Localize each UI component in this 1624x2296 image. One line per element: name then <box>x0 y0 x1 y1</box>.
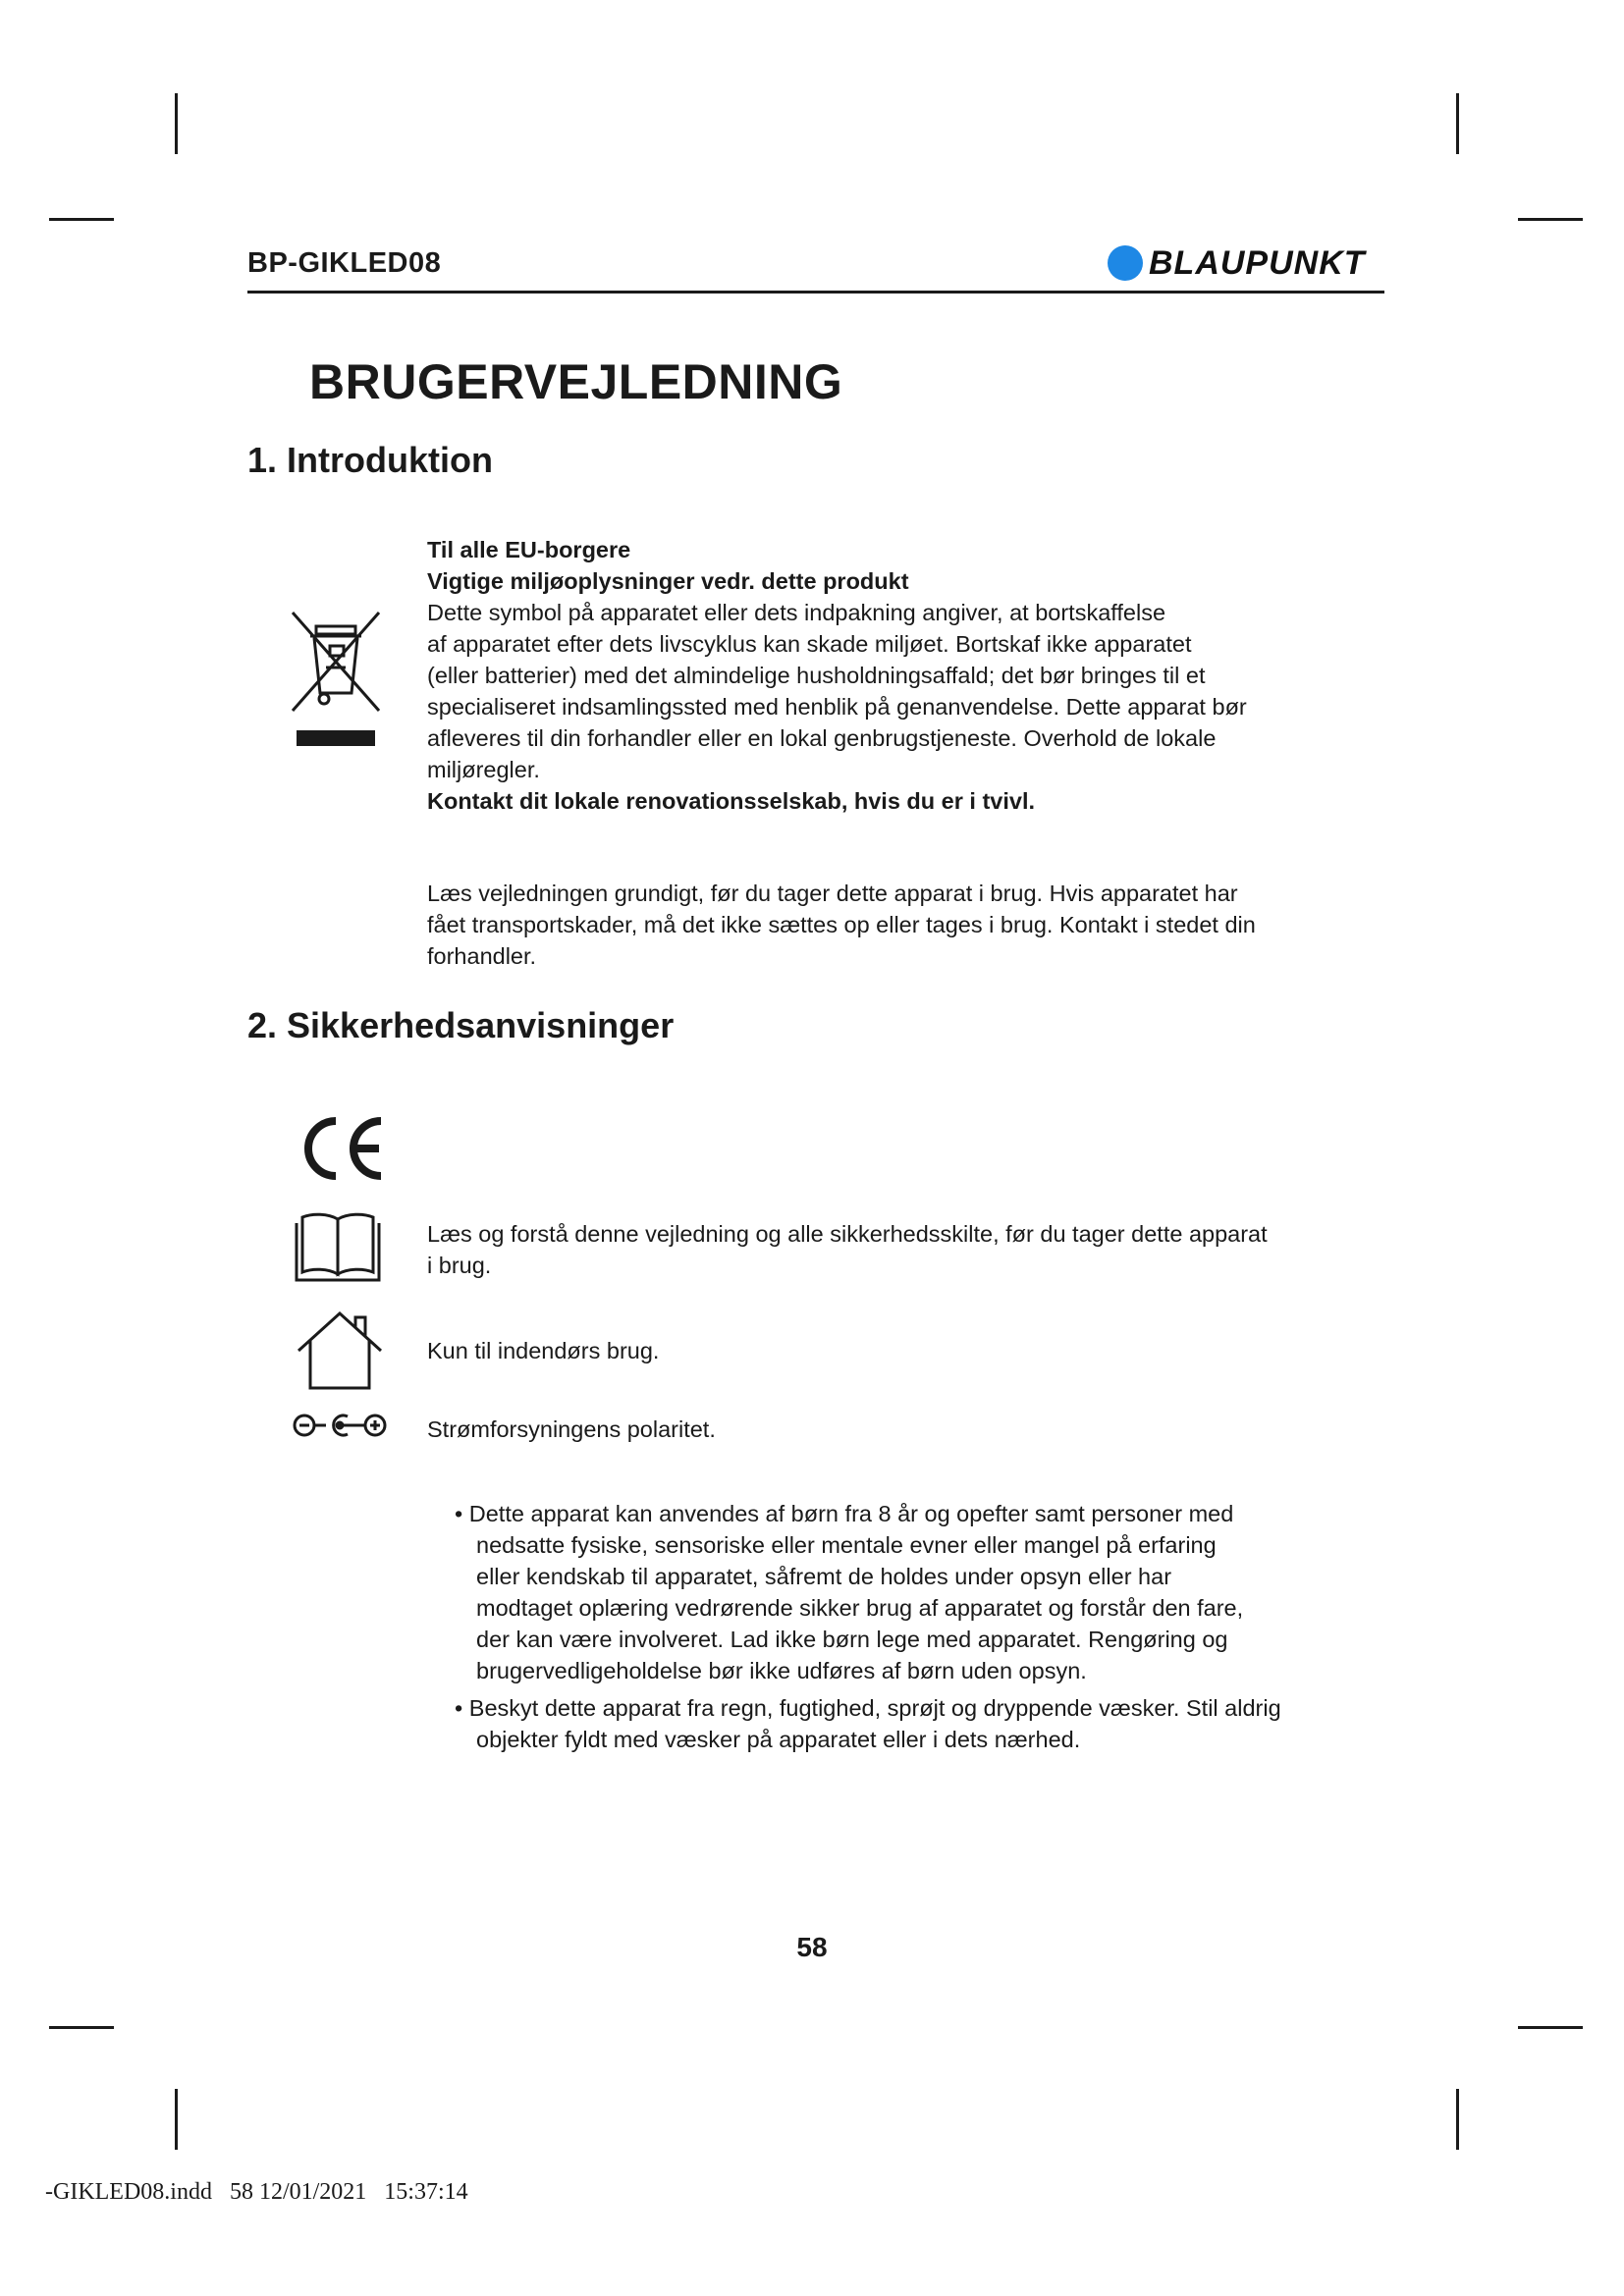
eu-line: Dette symbol på apparatet eller dets indpakning angiver, at bortskaffelse <box>427 600 1166 625</box>
bullet-line: brugervedligeholdelse bør ikke udføres af børn uden opsyn. <box>476 1658 1087 1683</box>
crop-mark <box>1518 218 1583 221</box>
crop-mark <box>1518 2026 1583 2029</box>
eu-line: af apparatet efter dets livscyklus kan skade miljøet. Bortskaf ikke apparatet <box>427 631 1192 657</box>
eu-contact: Kontakt dit lokale renovationsselskab, hvis du er i tvivl. <box>427 788 1036 814</box>
bullet-line: Dette apparat kan anvendes af børn fra 8 år og opefter samt personer med <box>468 1501 1234 1526</box>
indoor-house-icon <box>295 1309 385 1392</box>
indoor-use-text: Kun til indendørs brug. <box>427 1338 660 1363</box>
bullet-line: eller kendskab til apparatet, såfremt de holdes under opsyn eller har <box>476 1564 1172 1589</box>
eu-line: miljøregler. <box>427 757 540 782</box>
list-item <box>437 1692 1321 1755</box>
read-line: fået transportskader, må det ikke sættes op eller tages i brug. Kontakt i stedet din <box>427 912 1256 937</box>
header-divider <box>247 291 1384 294</box>
manual-line: Læs og forstå denne vejledning og alle sikkerhedsskilte, før du tager dette apparat <box>427 1221 1268 1247</box>
eu-heading: Til alle EU-borgere <box>427 537 631 562</box>
crop-mark <box>175 93 178 154</box>
document-title: BRUGERVEJLEDNING <box>309 354 843 409</box>
bullet-line: Beskyt dette apparat fra regn, fugtighed, sprøjt og dryppende væsker. Stil aldrig <box>468 1695 1281 1721</box>
read-line: forhandler. <box>427 943 537 969</box>
bullet-line: nedsatte fysiske, sensoriske eller mentale evner eller mangel på erfaring <box>476 1532 1217 1558</box>
eu-subheading: Vigtige miljøoplysninger vedr. dette produkt <box>427 568 909 594</box>
brand-dot-icon <box>1108 245 1143 281</box>
brand-name: BLAUPUNKT <box>1149 243 1366 282</box>
safety-bullet-list <box>437 1498 1321 1761</box>
eu-line: afleveres til din forhandler eller en lokal genbrugstjeneste. Overhold de lokale <box>427 725 1217 751</box>
section-2-title: 2. Sikkerhedsanvisninger <box>247 1005 675 1045</box>
bullet-line: objekter fyldt med væsker på apparatet eller i dets nærhed. <box>476 1727 1081 1752</box>
crop-mark <box>1456 2089 1459 2150</box>
bullet-icon: • <box>455 1695 469 1721</box>
read-instructions-paragraph <box>427 878 1311 972</box>
crop-mark <box>49 218 114 221</box>
brand-logo <box>1108 241 1366 285</box>
crop-mark <box>175 2089 178 2150</box>
print-slug: -GIKLED08.indd 58 12/01/2021 15:37:14 <box>45 2179 468 2205</box>
crop-mark <box>49 2026 114 2029</box>
manual-notice <box>427 1218 1311 1281</box>
crop-mark <box>1456 93 1459 154</box>
bullet-line: der kan være involveret. Lad ikke børn lege med apparatet. Rengøring og <box>476 1627 1228 1652</box>
polarity-text: Strømforsyningens polaritet. <box>427 1416 716 1442</box>
bullet-icon: • <box>455 1501 469 1526</box>
book-manual-icon <box>291 1211 385 1286</box>
model-number: BP-GIKLED08 <box>247 247 442 279</box>
manual-line: i brug. <box>427 1253 492 1278</box>
section-1-title: 1. Introduktion <box>247 440 493 480</box>
eu-line: (eller batterier) med det almindelige husholdningsaffald; det bør bringes til et <box>427 663 1206 688</box>
bullet-line: modtaget oplæring vedrørende sikker brug af apparatet og forstår den fare, <box>476 1595 1244 1621</box>
ce-mark-icon <box>295 1113 389 1184</box>
polarity-icon <box>291 1412 389 1439</box>
weee-bin-crossed-icon <box>287 609 385 746</box>
list-item <box>437 1498 1321 1686</box>
page-number: 58 <box>796 1932 828 1962</box>
read-line: Læs vejledningen grundigt, før du tager dette apparat i brug. Hvis apparatet har <box>427 881 1238 906</box>
eu-line: specialiseret indsamlingssted med henblik på genanvendelse. Dette apparat bør <box>427 694 1247 720</box>
eu-notice <box>427 534 1311 817</box>
